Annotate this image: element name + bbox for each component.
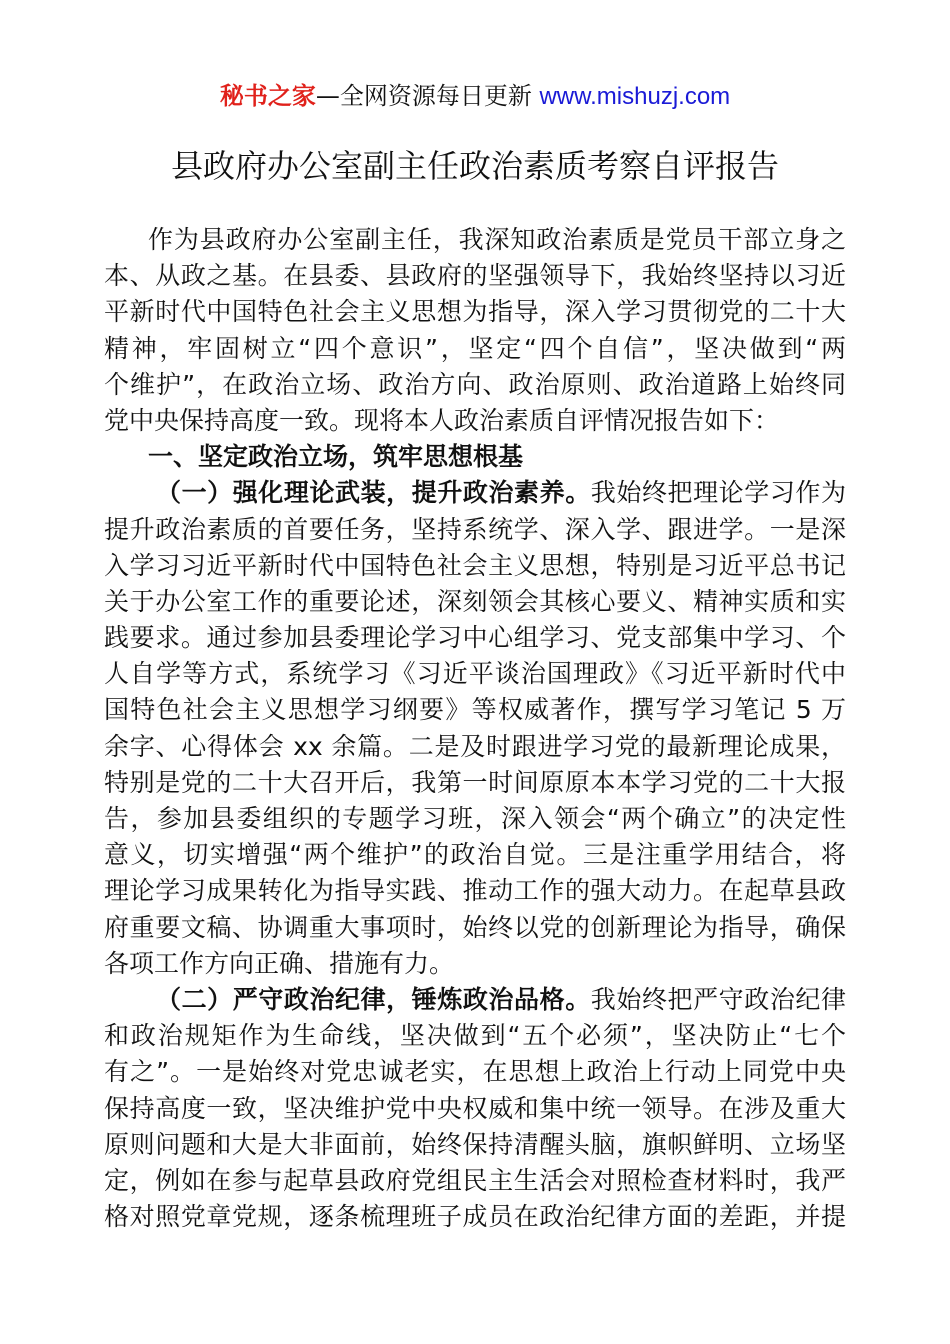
paragraph-line: 平新时代中国特色社会主义思想为指导，深入学习贯彻党的二十大 <box>104 297 846 327</box>
paragraph-line: 意义，切实增强“两个维护”的政治自觉。三是注重学用结合，将 <box>104 840 846 870</box>
document-body <box>104 222 846 1235</box>
paragraph-line: 特别是党的二十大召开后，我第一时间原原本本学习党的二十大报 <box>104 767 846 797</box>
paragraph-line: 个维护”，在政治立场、政治方向、政治原则、政治道路上始终同 <box>104 369 846 399</box>
paragraph-line: 关于办公室工作的重要论述，深刻领会其核心要义、精神实质和实 <box>104 586 846 616</box>
paragraph-line: 践要求。通过参加县委理论学习中心组学习、党支部集中学习、个 <box>104 623 846 653</box>
paragraph-line: 余字、心得体会 xx 余篇。二是及时跟进学习党的最新理论成果， <box>104 731 846 761</box>
paragraph-line: 本、从政之基。在县委、县政府的坚强领导下，我始终坚持以习近 <box>104 261 846 291</box>
subsection-heading: （一）强化理论武装，提升政治素养。 <box>156 478 591 508</box>
paragraph-line: 作为县政府办公室副主任，我深知政治素质是党员干部立身之 <box>148 225 846 254</box>
paragraph-line: 精神，牢固树立“四个意识”，坚定“四个自信”，坚决做到“两 <box>104 333 846 363</box>
paragraph-line <box>104 982 846 1018</box>
site-slogan: —全网资源每日更新 <box>315 82 532 110</box>
paragraph-line: 告，参加县委组织的专题学习班，深入领会“两个确立”的决定性 <box>104 804 846 833</box>
paragraph-line: 保持高度一致，坚决维护党中央权威和集中统一领导。在涉及重大 <box>104 1093 846 1123</box>
paragraph-line: 人自学等方式，系统学习《习近平谈治国理政》《习近平新时代中 <box>104 659 846 689</box>
paragraph-line: 提升政治素质的首要任务，坚持系统学、深入学、跟进学。一是深 <box>104 514 846 544</box>
paragraph-line <box>104 475 846 511</box>
site-url-link[interactable]: www.mishuzj.com <box>539 83 731 110</box>
subsection-heading: （二）严守政治纪律，锤炼政治品格。 <box>156 984 591 1014</box>
paragraph-line: 府重要文稿、协调重大事项时，始终以党的创新理论为指导，确保 <box>104 912 846 942</box>
paragraph-line: 各项工作方向正确、措施有力。 <box>104 948 455 978</box>
paragraph-text: 我始终把严守政治纪律 <box>590 984 846 1014</box>
paragraph-line: 党中央保持高度一致。现将本人政治素质自评情况报告如下： <box>104 405 780 435</box>
paragraph-text: 我始终把理论学习作为 <box>590 478 846 508</box>
site-brand: 秘书之家 <box>219 82 316 110</box>
paragraph-line: 格对照党章党规，逐条梳理班子成员在政治纪律方面的差距，并提 <box>104 1202 846 1232</box>
site-header <box>0 80 950 113</box>
paragraph-line: 原则问题和大是大非面前，始终保持清醒头脑，旗帜鲜明、立场坚 <box>104 1129 846 1159</box>
document-title: 县政府办公室副主任政治素质考察自评报告 <box>170 147 779 185</box>
paragraph-line: 理论学习成果转化为指导实践、推动工作的强大动力。在起草县政 <box>104 876 846 906</box>
paragraph-line: 有之”。一是始终对党忠诚老实，在思想上政治上行动上同党中央 <box>104 1057 846 1087</box>
paragraph-line: 入学习习近平新时代中国特色社会主义思想，特别是习近平总书记 <box>104 550 846 580</box>
paragraph-line: 国特色社会主义思想学习纲要》等权威著作，撰写学习笔记 5 万 <box>104 695 846 725</box>
paragraph-line: 和政治规矩作为生命线，坚决做到“五个必须”，坚决防止“七个 <box>104 1021 846 1051</box>
paragraph-line: 定，例如在参与起草县政府党组民主生活会对照检查材料时，我严 <box>104 1165 846 1195</box>
section-heading: 一、坚定政治立场，筑牢思想根基 <box>148 442 524 472</box>
